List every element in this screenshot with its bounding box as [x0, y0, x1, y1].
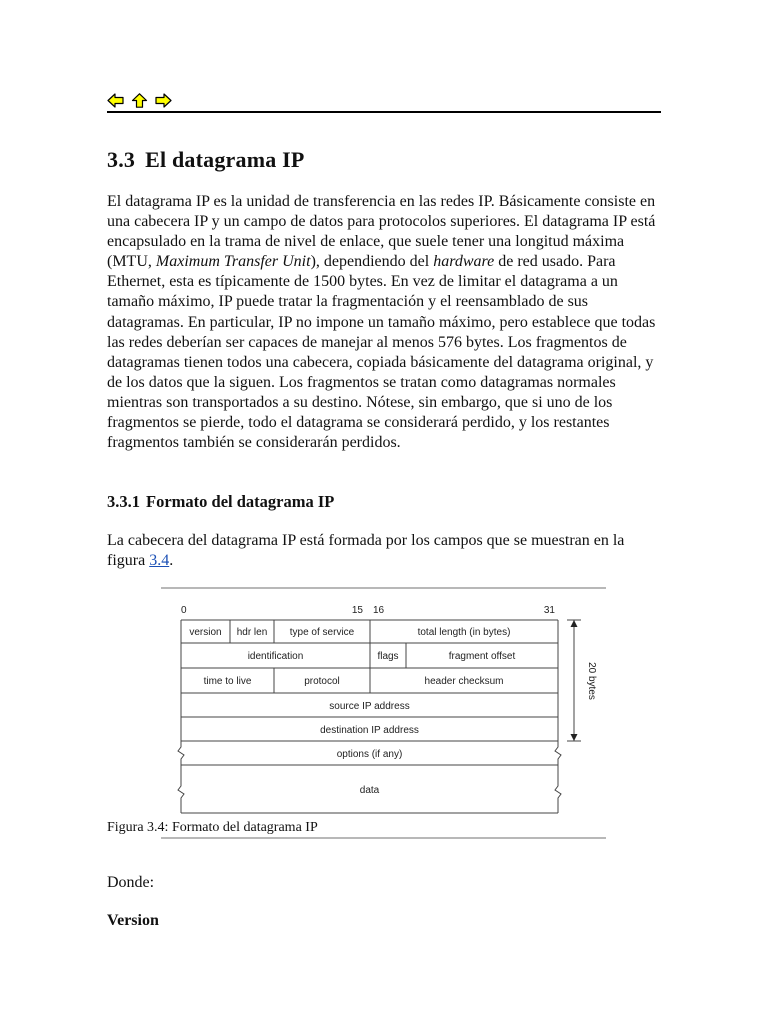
format-paragraph [107, 531, 663, 571]
data-left-break [178, 765, 184, 813]
ip-header-svg [170, 598, 600, 823]
size-label: 20 bytes [586, 662, 597, 700]
arrow-up-icon[interactable] [131, 93, 148, 108]
bit-label-0: 0 [181, 605, 187, 616]
intro-text-2: ), dependiendo del [310, 253, 434, 271]
field-protocol: protocol [304, 676, 340, 687]
intro-paragraph [107, 192, 663, 453]
arrow-right-icon[interactable] [155, 93, 172, 108]
section-title [107, 147, 305, 173]
section-title-text: El datagrama IP [145, 147, 305, 172]
section-number: 3.3 [107, 147, 136, 172]
field-identification: identification [247, 651, 304, 662]
donde-label: Donde: [107, 874, 155, 891]
options-left-break [178, 741, 184, 765]
ip-datagram-diagram [170, 598, 600, 823]
subsection-title-text: Formato del datagrama IP [146, 492, 335, 511]
field-header-checksum: header checksum [424, 676, 504, 687]
field-data: data [359, 785, 380, 796]
format-text: La cabecera del datagrama IP está formada por los campos que se muestran en la figura [107, 532, 625, 570]
size-arrow-up [571, 620, 578, 627]
subsection-title [107, 492, 334, 512]
figure-top-rule [161, 587, 606, 589]
arrow-left-icon[interactable] [107, 93, 124, 108]
field-type-of-service: type of service [289, 627, 355, 638]
navigation-bar [107, 93, 661, 115]
field-total-length: total length (in bytes) [417, 627, 511, 638]
field-fragment-offset: fragment offset [448, 651, 516, 662]
field-flags: flags [377, 651, 399, 662]
subsection-number: 3.3.1 [107, 492, 140, 511]
field-hdr-len: hdr len [236, 627, 268, 638]
data-right-break [555, 765, 561, 813]
field-version: version [189, 627, 222, 638]
bit-label-15: 15 [351, 605, 363, 616]
intro-emphasis-hardware: hardware [433, 253, 495, 271]
intro-text-1: El datagrama IP es la unidad de transferencia en las redes IP. Básicamente consiste en una cabecera IP y un campo de datos para protocolos superiores. El datagrama IP está encapsulado en la trama de nivel de enlace, que suele tener una longitud máxima (MTU, [107, 193, 656, 271]
bit-label-16: 16 [373, 605, 385, 616]
bit-label-31: 31 [543, 605, 555, 616]
nav-icons [107, 93, 172, 108]
field-destination-ip: destination IP address [320, 725, 419, 736]
figure-bottom-rule [161, 837, 606, 839]
version-heading: Version [107, 912, 159, 929]
intro-text-3: de red usado. Para Ethernet, esta es típicamente de 1500 bytes. En vez de limitar el datagrama a un tamaño máximo, IP puede tratar la fragmentación y el reensamblado de sus datagramas. En particular, IP no impone un tamaño máximo, pero establece que todas las redes deberían ser capaces de manejar al menos 576 bytes. Los fragmentos de datagramas tienen todos una cabecera, copiada básicamente del datagrama original, y de los datos que la siguen. Los fragmentos se tratan como datagramas normales mientras son transportados a su destino. Nótese, sin embargo, que si uno de los fragmentos se pierde, todo el datagrama se considerará perdido, y los restantes fragmentos también se considerarán perdidos. [107, 253, 656, 452]
format-text-end: . [169, 552, 174, 570]
figure-caption: Figura 3.4: Formato del datagrama IP [107, 820, 318, 835]
field-options: options (if any) [336, 749, 403, 760]
field-source-ip: source IP address [329, 701, 410, 712]
options-right-break [555, 741, 561, 765]
figure-link[interactable]: 3.4 [149, 552, 170, 570]
intro-emphasis-mtu: Maximum Transfer Unit [155, 253, 311, 271]
header-divider [107, 111, 661, 113]
size-arrow-down [571, 734, 578, 741]
field-time-to-live: time to live [203, 676, 252, 687]
